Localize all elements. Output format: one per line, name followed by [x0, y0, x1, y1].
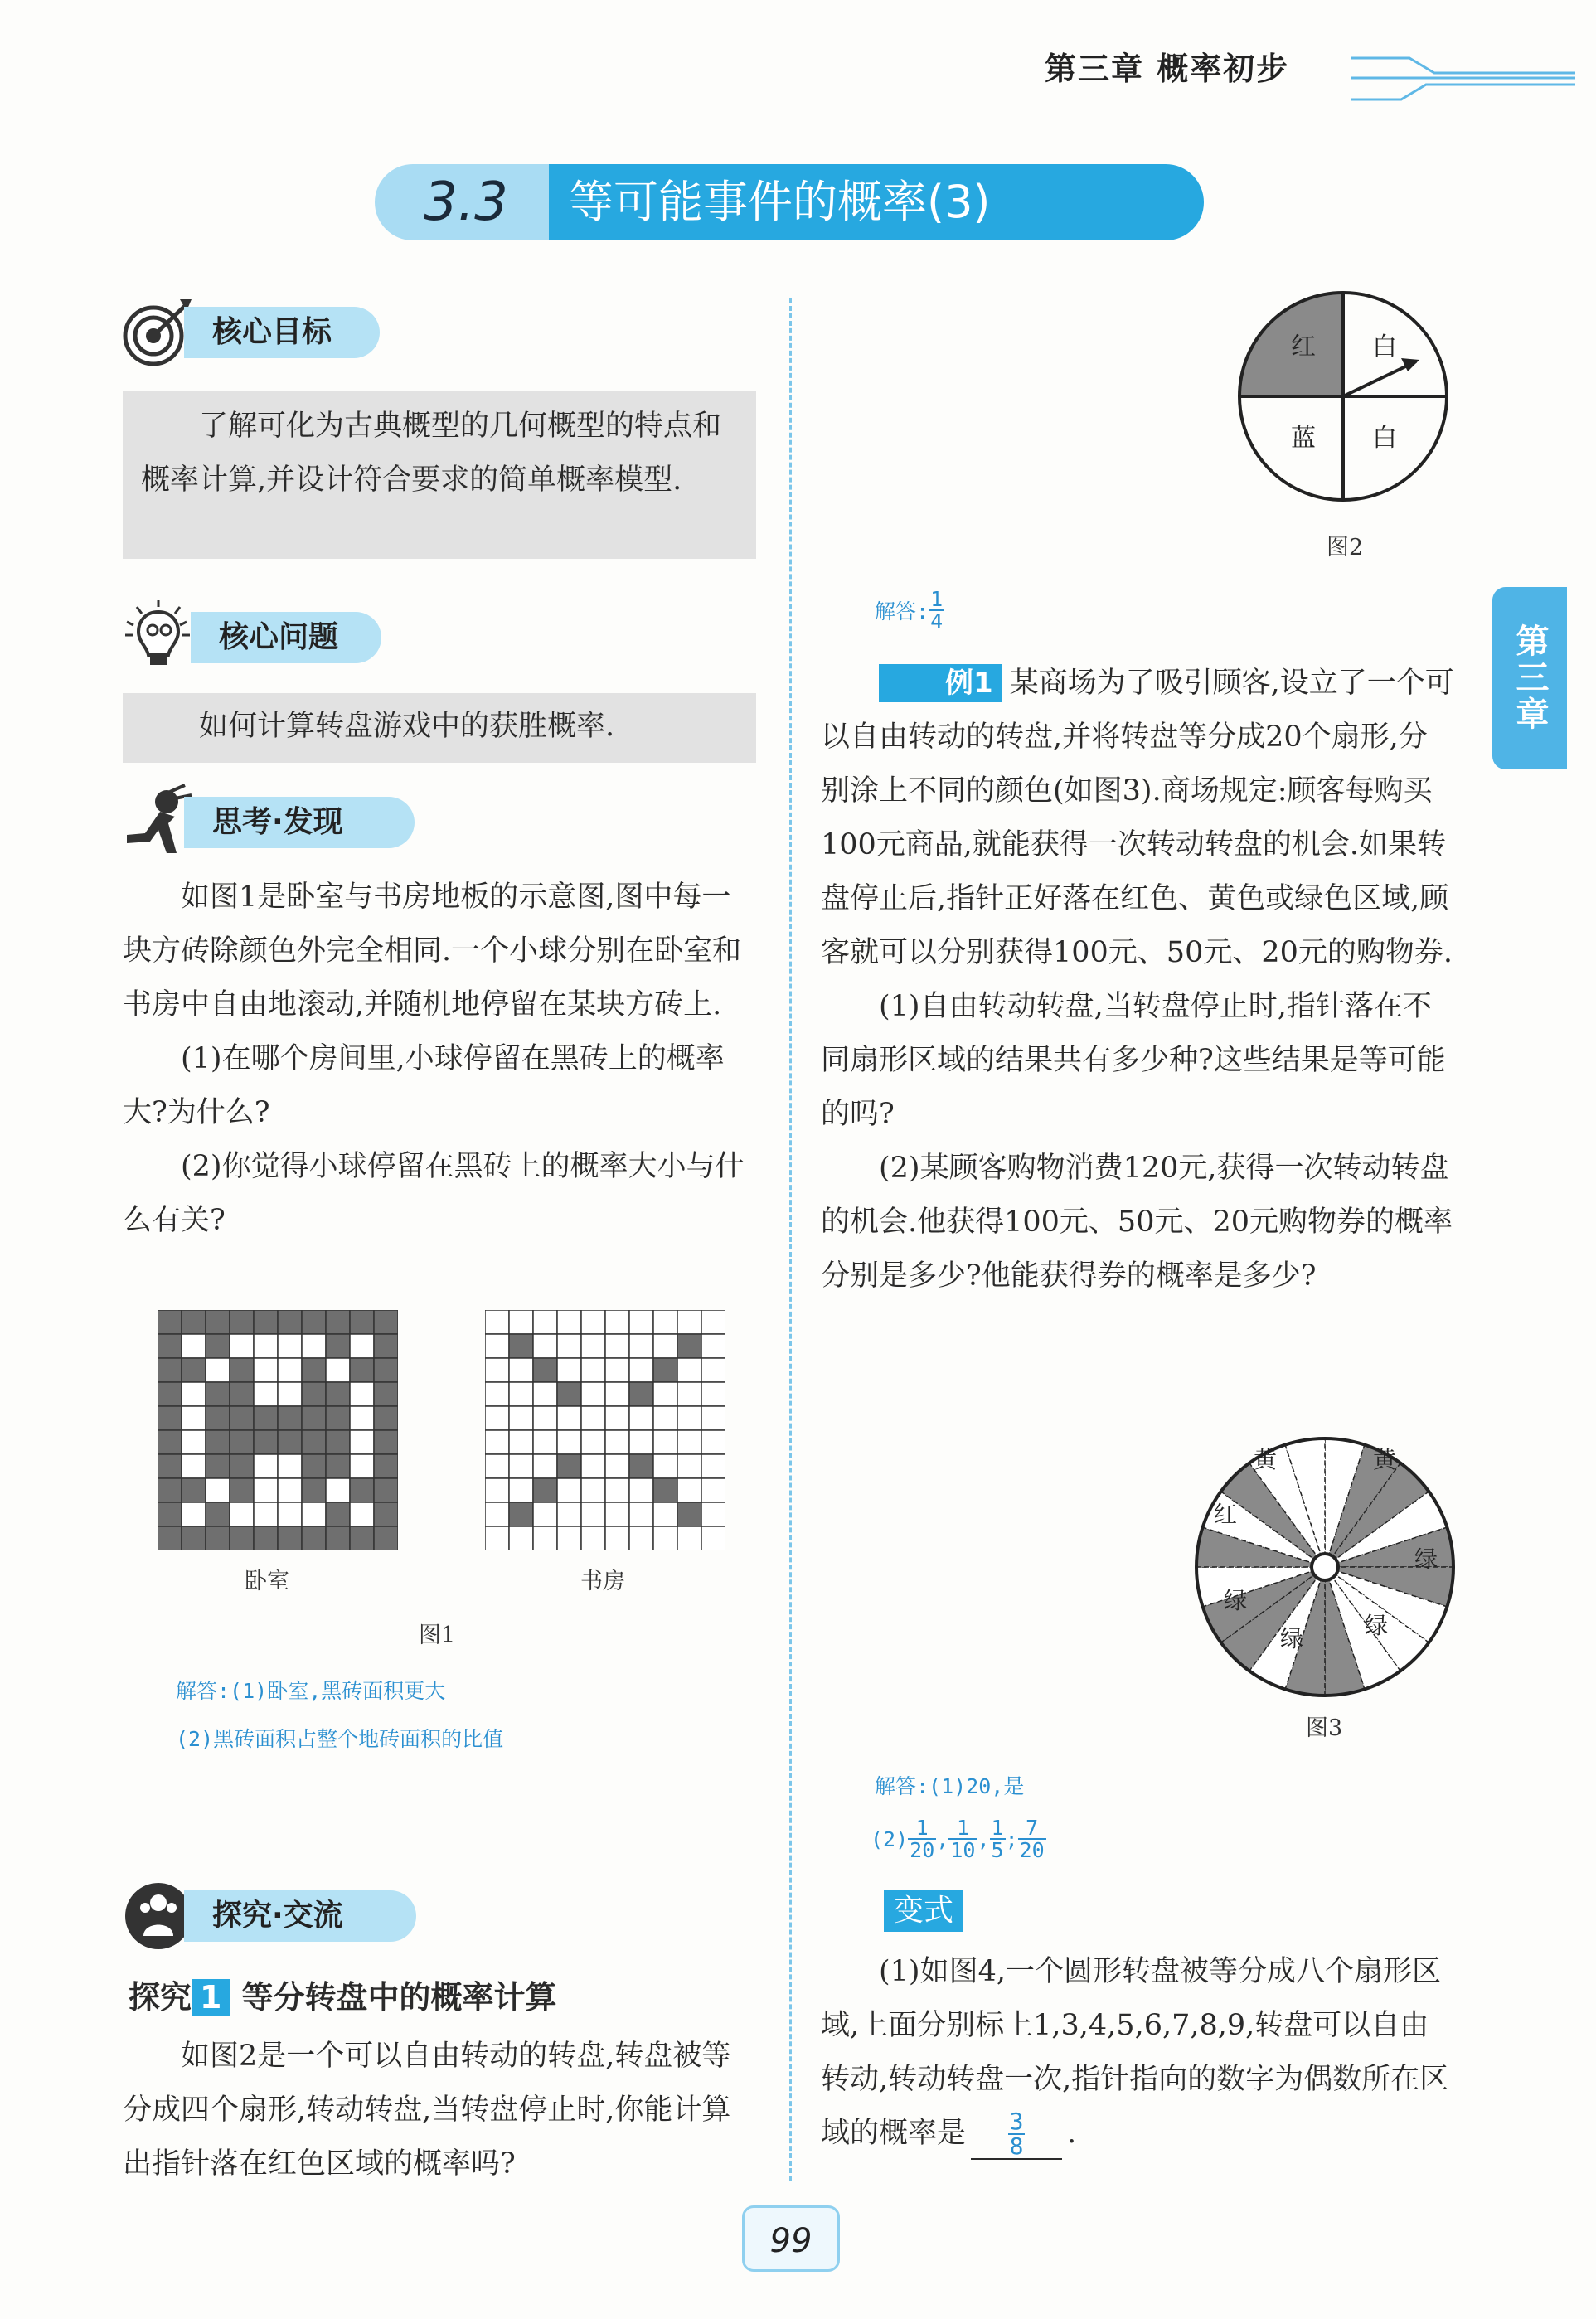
study-tile — [485, 1406, 509, 1430]
bedroom-tile — [278, 1430, 302, 1454]
study-floor-grid — [485, 1310, 725, 1550]
study-tile — [581, 1454, 605, 1478]
bedroom-tile — [302, 1502, 326, 1526]
bedroom-tile — [326, 1382, 350, 1406]
think-content — [123, 871, 758, 1248]
bedroom-tile — [230, 1430, 254, 1454]
study-tile — [557, 1430, 581, 1454]
study-tile — [581, 1526, 605, 1550]
bedroom-tile — [254, 1310, 278, 1334]
bedroom-tile — [326, 1334, 350, 1358]
study-tile — [509, 1334, 533, 1358]
bedroom-tile — [350, 1454, 374, 1478]
study-tile — [605, 1430, 629, 1454]
study-tile — [509, 1310, 533, 1334]
bedroom-tile — [182, 1406, 206, 1430]
study-tile — [509, 1358, 533, 1382]
sector-blue: 蓝 — [1291, 424, 1316, 453]
study-tile — [677, 1454, 701, 1478]
answer3-sep2: , — [977, 1827, 990, 1851]
sector-green-4: 绿 — [1364, 1612, 1389, 1639]
bedroom-tile — [374, 1430, 398, 1454]
study-tile — [629, 1454, 653, 1478]
explore-text: 如图2是一个可以自由转动的转盘,转盘被等分成四个扇形,转动转盘,当转盘停止时,你能计算出指针落在红色区域的概率吗? — [123, 2040, 731, 2181]
bedroom-tile — [158, 1334, 182, 1358]
study-tile — [605, 1382, 629, 1406]
study-tile — [653, 1430, 677, 1454]
answer2-prefix: 解答: — [875, 599, 929, 623]
page-number: 99 — [742, 2205, 840, 2272]
bedroom-tile — [326, 1526, 350, 1550]
bedroom-tile — [206, 1502, 230, 1526]
sector-green-1: 绿 — [1414, 1545, 1438, 1573]
study-tile — [509, 1454, 533, 1478]
study-tile — [485, 1310, 509, 1334]
bedroom-tile — [158, 1478, 182, 1502]
study-tile — [653, 1406, 677, 1430]
bedroom-tile — [302, 1430, 326, 1454]
bedroom-tile — [302, 1478, 326, 1502]
bedroom-tile — [278, 1526, 302, 1550]
bedroom-tile — [374, 1382, 398, 1406]
bedroom-tile — [158, 1430, 182, 1454]
study-tile — [557, 1334, 581, 1358]
bedroom-tile — [206, 1526, 230, 1550]
study-tile — [533, 1430, 557, 1454]
section-title: 等可能事件的概率(3) — [549, 164, 1204, 240]
bedroom-tile — [230, 1526, 254, 1550]
bedroom-tile — [302, 1358, 326, 1382]
think-paragraph: 如图1是卧室与书房地板的示意图,图中每一块方砖除颜色外完全相同.一个小球分别在卧室和书房中自由地滚动,并随机地停留在某块方砖上. — [123, 881, 742, 1021]
study-tile — [581, 1502, 605, 1526]
study-tile — [485, 1334, 509, 1358]
study-tile — [629, 1526, 653, 1550]
study-tile — [677, 1406, 701, 1430]
bedroom-tile — [230, 1358, 254, 1382]
bedroom-tile — [326, 1406, 350, 1430]
answer3-frac1-num: 1 — [908, 1817, 936, 1840]
study-tile — [509, 1430, 533, 1454]
variant-end: . — [1067, 2117, 1077, 2150]
four-sector-spinner — [1235, 289, 1451, 504]
study-tile — [653, 1478, 677, 1502]
answer3-sep3: ; — [1005, 1827, 1018, 1851]
study-tile — [605, 1478, 629, 1502]
bedroom-tile — [302, 1526, 326, 1550]
bedroom-tile — [206, 1334, 230, 1358]
bedroom-label: 卧室 — [245, 1569, 289, 1594]
study-tile — [629, 1502, 653, 1526]
study-tile — [605, 1310, 629, 1334]
study-tile — [677, 1358, 701, 1382]
bedroom-tile — [278, 1502, 302, 1526]
answer3-prefix: (2) — [871, 1827, 909, 1851]
sector-white-2: 白 — [1372, 424, 1397, 453]
figure3-caption: 图3 — [1306, 1715, 1343, 1741]
bedroom-tile — [350, 1478, 374, 1502]
bedroom-tile — [230, 1334, 254, 1358]
study-tile — [557, 1382, 581, 1406]
bedroom-tile — [326, 1430, 350, 1454]
study-tile — [557, 1454, 581, 1478]
bedroom-tile — [158, 1406, 182, 1430]
study-tile — [557, 1478, 581, 1502]
sector-white-1: 白 — [1372, 332, 1397, 361]
bedroom-tile — [230, 1502, 254, 1526]
bedroom-tile — [206, 1478, 230, 1502]
bedroom-tile — [254, 1430, 278, 1454]
chapter-side-tab: 第三章 — [1492, 587, 1567, 769]
figure2-caption: 图2 — [1327, 535, 1364, 560]
bedroom-tile — [278, 1358, 302, 1382]
study-tile — [629, 1406, 653, 1430]
bedroom-tile — [230, 1478, 254, 1502]
study-tile — [581, 1430, 605, 1454]
study-tile — [509, 1382, 533, 1406]
figure1-caption: 图1 — [419, 1623, 456, 1648]
bedroom-tile — [206, 1430, 230, 1454]
study-tile — [533, 1502, 557, 1526]
bedroom-tile — [206, 1358, 230, 1382]
bedroom-tile — [182, 1358, 206, 1382]
study-tile — [653, 1310, 677, 1334]
study-tile — [533, 1358, 557, 1382]
study-tile — [629, 1358, 653, 1382]
study-tile — [677, 1382, 701, 1406]
study-tile — [509, 1502, 533, 1526]
bedroom-tile — [158, 1526, 182, 1550]
study-tile — [485, 1526, 509, 1550]
study-tile — [485, 1382, 509, 1406]
bedroom-tile — [278, 1478, 302, 1502]
bedroom-tile — [302, 1454, 326, 1478]
study-tile — [701, 1406, 725, 1430]
core-question-text: 如何计算转盘游戏中的获胜概率. — [199, 710, 615, 743]
explore-content — [123, 2030, 758, 2191]
bedroom-tile — [206, 1454, 230, 1478]
answer3-frac1-den: 20 — [910, 1838, 935, 1862]
study-tile — [533, 1406, 557, 1430]
bedroom-floor-grid — [158, 1310, 398, 1550]
bedroom-tile — [182, 1454, 206, 1478]
bedroom-tile — [254, 1382, 278, 1406]
bedroom-tile — [326, 1502, 350, 1526]
study-tile — [533, 1526, 557, 1550]
sector-red: 红 — [1291, 332, 1316, 361]
twenty-sector-spinner — [1192, 1434, 1458, 1700]
study-tile — [581, 1310, 605, 1334]
study-tile — [629, 1310, 653, 1334]
study-tile — [485, 1454, 509, 1478]
bedroom-tile — [206, 1382, 230, 1406]
study-tile — [485, 1478, 509, 1502]
chapter-header: 第三章 概率初步 — [1045, 51, 1290, 87]
bedroom-tile — [158, 1382, 182, 1406]
study-tile — [677, 1526, 701, 1550]
study-tile — [509, 1478, 533, 1502]
bedroom-tile — [350, 1382, 374, 1406]
study-tile — [605, 1406, 629, 1430]
bedroom-tile — [350, 1334, 374, 1358]
bedroom-tile — [374, 1478, 398, 1502]
study-tile — [485, 1358, 509, 1382]
bedroom-tile — [278, 1406, 302, 1430]
bedroom-tile — [182, 1334, 206, 1358]
study-tile — [581, 1358, 605, 1382]
study-tile — [557, 1310, 581, 1334]
bedroom-tile — [182, 1478, 206, 1502]
study-tile — [701, 1502, 725, 1526]
answer3-sep1: , — [936, 1827, 949, 1851]
study-label: 书房 — [580, 1569, 625, 1594]
bedroom-tile — [374, 1358, 398, 1382]
study-tile — [581, 1382, 605, 1406]
study-tile — [653, 1358, 677, 1382]
study-tile — [485, 1430, 509, 1454]
column-divider — [789, 298, 792, 2181]
variant-answer-num: 3 — [1009, 2107, 1024, 2135]
study-tile — [605, 1454, 629, 1478]
answer3-frac4-den: 20 — [1019, 1838, 1045, 1862]
study-tile — [629, 1478, 653, 1502]
study-tile — [629, 1382, 653, 1406]
study-tile — [701, 1334, 725, 1358]
study-tile — [533, 1454, 557, 1478]
answer3-line2 — [871, 1817, 1046, 1861]
think-question-1: (1)在哪个房间里,小球停留在黑砖上的概率大?为什么? — [123, 1042, 725, 1129]
bedroom-tile — [182, 1526, 206, 1550]
study-tile — [581, 1478, 605, 1502]
bedroom-tile — [254, 1334, 278, 1358]
study-tile — [701, 1454, 725, 1478]
study-tile — [677, 1430, 701, 1454]
study-tile — [701, 1358, 725, 1382]
study-tile — [653, 1334, 677, 1358]
answer3-frac4-num: 7 — [1018, 1817, 1046, 1840]
study-tile — [701, 1382, 725, 1406]
bedroom-tile — [326, 1478, 350, 1502]
bedroom-tile — [374, 1310, 398, 1334]
study-tile — [533, 1310, 557, 1334]
example1-label: 例1 — [879, 664, 1002, 702]
sector-yellow-2: 黄 — [1372, 1446, 1397, 1473]
bedroom-tile — [182, 1502, 206, 1526]
answer1-line2: (2)黑砖面积占整个地砖面积的比值 — [176, 1727, 504, 1751]
study-tile — [701, 1430, 725, 1454]
study-tile — [557, 1526, 581, 1550]
bedroom-tile — [182, 1382, 206, 1406]
bedroom-tile — [350, 1430, 374, 1454]
bedroom-tile — [206, 1310, 230, 1334]
answer2-denominator: 4 — [930, 609, 944, 633]
bedroom-tile — [230, 1406, 254, 1430]
study-tile — [557, 1358, 581, 1382]
bedroom-tile — [350, 1310, 374, 1334]
bedroom-tile — [350, 1526, 374, 1550]
study-tile — [653, 1454, 677, 1478]
answer3-frac3-num: 1 — [991, 1816, 1004, 1840]
bedroom-tile — [182, 1310, 206, 1334]
explore-number: 1 — [192, 1979, 230, 2016]
variant-text: (1)如图4,一个圆形转盘被等分成八个扇形区域,上面分别标上1,3,4,5,6,7,8,9,转盘可以自由转动,转动转盘一次,指针指向的数字为偶数所在区域的概率是 — [821, 1955, 1449, 2150]
study-tile — [701, 1310, 725, 1334]
bedroom-tile — [350, 1358, 374, 1382]
study-tile — [677, 1310, 701, 1334]
study-tile — [629, 1430, 653, 1454]
bedroom-tile — [182, 1430, 206, 1454]
variant-label: 变式 — [884, 1890, 963, 1932]
variant-content — [821, 1945, 1455, 2161]
study-tile — [533, 1334, 557, 1358]
bedroom-tile — [302, 1310, 326, 1334]
bedroom-tile — [374, 1334, 398, 1358]
bedroom-tile — [158, 1358, 182, 1382]
bedroom-tile — [278, 1310, 302, 1334]
bedroom-tile — [302, 1382, 326, 1406]
answer3-frac2-num: 1 — [948, 1817, 977, 1840]
core-goal-box — [123, 391, 756, 559]
study-tile — [485, 1502, 509, 1526]
study-tile — [605, 1526, 629, 1550]
answer3-frac3-den: 5 — [991, 1838, 1004, 1862]
study-tile — [653, 1526, 677, 1550]
core-goal-label: 核心目标 — [184, 307, 380, 358]
bedroom-tile — [158, 1454, 182, 1478]
study-tile — [557, 1502, 581, 1526]
bedroom-tile — [254, 1406, 278, 1430]
study-tile — [653, 1382, 677, 1406]
answer2 — [875, 589, 944, 632]
example1-question-1: (1)自由转动转盘,当转盘停止时,指针落在不同扇形区域的结果共有多少种?这些结果是等可能的吗? — [821, 990, 1446, 1131]
study-tile — [629, 1334, 653, 1358]
study-tile — [533, 1478, 557, 1502]
bedroom-tile — [374, 1526, 398, 1550]
study-tile — [677, 1478, 701, 1502]
study-tile — [605, 1502, 629, 1526]
study-tile — [701, 1526, 725, 1550]
bedroom-tile — [374, 1406, 398, 1430]
bedroom-tile — [374, 1502, 398, 1526]
bedroom-tile — [230, 1382, 254, 1406]
bedroom-tile — [254, 1526, 278, 1550]
study-tile — [509, 1406, 533, 1430]
sector-red: 红 — [1213, 1501, 1238, 1528]
bedroom-tile — [254, 1358, 278, 1382]
study-tile — [701, 1478, 725, 1502]
explore-subtitle — [129, 1972, 556, 2017]
section-number: 3.3 — [375, 164, 557, 240]
core-question-label: 核心问题 — [191, 612, 381, 663]
bedroom-tile — [230, 1454, 254, 1478]
bedroom-tile — [278, 1454, 302, 1478]
answer3-frac2-den: 10 — [950, 1838, 976, 1862]
explore-title: 等分转盘中的概率计算 — [241, 1979, 557, 2016]
sector-green-2: 绿 — [1223, 1587, 1248, 1614]
explore-label: 探究·交流 — [184, 1890, 416, 1942]
think-question-2: (2)你觉得小球停留在黑砖上的概率大小与什么有关? — [123, 1150, 745, 1237]
bedroom-tile — [350, 1406, 374, 1430]
bedroom-tile — [158, 1502, 182, 1526]
bedroom-tile — [278, 1334, 302, 1358]
answer3-line1: 解答:(1)20,是 — [875, 1774, 1025, 1798]
answer1-line1: 解答:(1)卧室,黑砖面积更大 — [176, 1679, 446, 1703]
example1-content — [821, 657, 1455, 1303]
bedroom-tile — [350, 1502, 374, 1526]
header-decoration — [1351, 48, 1575, 114]
bedroom-tile — [254, 1454, 278, 1478]
bedroom-tile — [326, 1454, 350, 1478]
study-tile — [533, 1382, 557, 1406]
bedroom-tile — [374, 1454, 398, 1478]
bedroom-tile — [206, 1406, 230, 1430]
bedroom-tile — [254, 1502, 278, 1526]
study-tile — [605, 1358, 629, 1382]
study-tile — [581, 1406, 605, 1430]
answer2-numerator: 1 — [930, 587, 944, 611]
example1-paragraph: 某商场为了吸引顾客,设立了一个可以自由转动的转盘,并将转盘等分成20个扇形,分别涂上不同的颜色(如图3).商场规定:顾客每购买100元商品,就能获得一次转动转盘的机会.如果转盘停止后,指针正好落在红色、黄色或绿色区域,顾客就可以分别获得100元、50元、20元的购物券. — [821, 667, 1454, 969]
study-tile — [653, 1502, 677, 1526]
core-goal-text: 了解可化为古典概型的几何概型的特点和概率计算,并设计符合要求的简单概率模型. — [141, 410, 722, 497]
study-tile — [581, 1334, 605, 1358]
bedroom-tile — [254, 1478, 278, 1502]
study-tile — [677, 1334, 701, 1358]
study-tile — [557, 1406, 581, 1430]
bedroom-tile — [230, 1310, 254, 1334]
sector-green-3: 绿 — [1279, 1625, 1304, 1652]
bedroom-tile — [326, 1358, 350, 1382]
lightbulb-icon — [120, 597, 196, 673]
sector-yellow-1: 黄 — [1253, 1446, 1278, 1473]
bedroom-tile — [326, 1310, 350, 1334]
think-label: 思考·发现 — [184, 797, 415, 848]
bedroom-tile — [158, 1310, 182, 1334]
bedroom-tile — [302, 1406, 326, 1430]
bedroom-tile — [302, 1334, 326, 1358]
study-tile — [509, 1526, 533, 1550]
variant-answer-den: 8 — [1009, 2132, 1024, 2160]
example1-question-2: (2)某顾客购物消费120元,获得一次转动转盘的机会.他获得100元、50元、20元购物券的概率分别是多少?他能获得券的概率是多少? — [821, 1152, 1453, 1293]
study-tile — [677, 1502, 701, 1526]
bedroom-tile — [278, 1382, 302, 1406]
core-question-box — [123, 693, 756, 763]
explore-prefix: 探究 — [129, 1979, 192, 2016]
variant-answer-blank — [971, 2107, 1062, 2160]
study-tile — [605, 1334, 629, 1358]
